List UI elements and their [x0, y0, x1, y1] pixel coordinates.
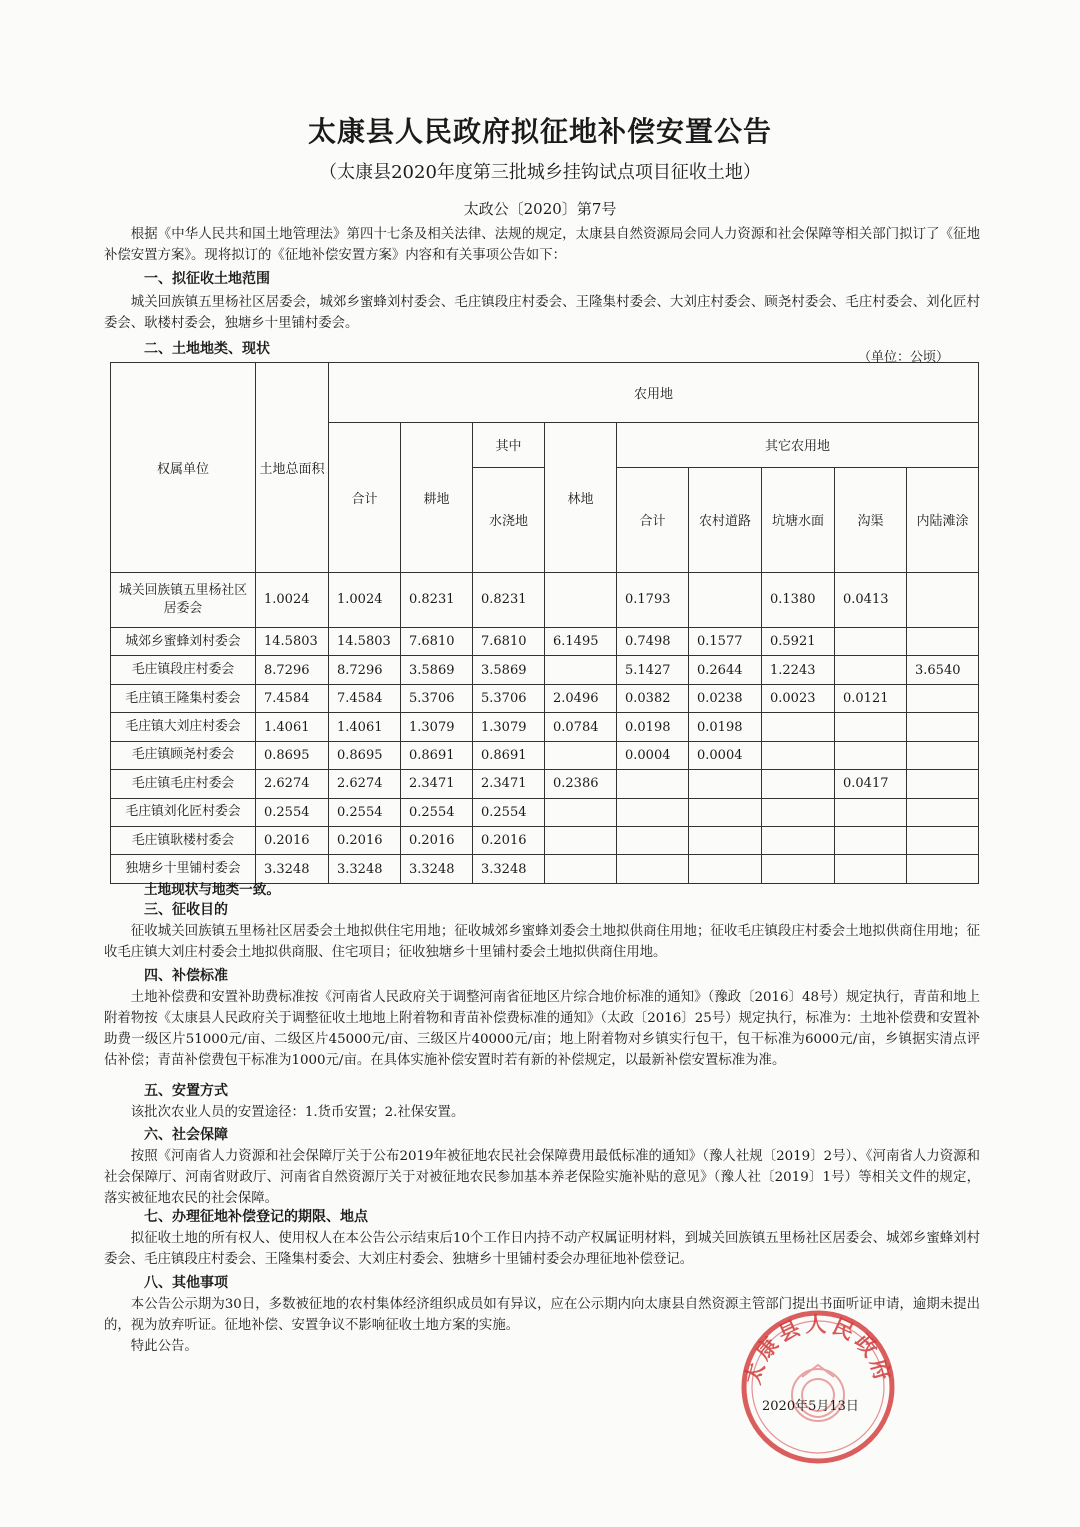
cell-beach: [907, 627, 979, 655]
cell-other-subtotal: 5.1427: [617, 656, 689, 684]
cell-arable: 3.3248: [401, 855, 473, 884]
closing-text: 特此公告。: [130, 1339, 198, 1354]
cell-other-subtotal: 0.1793: [617, 572, 689, 627]
cell-road: 0.0238: [689, 684, 762, 712]
cell-arable: 0.8691: [401, 741, 473, 769]
cell-beach: [907, 770, 979, 798]
header-other-subtotal: 合计: [617, 467, 689, 572]
cell-ditch: [835, 741, 907, 769]
cell-other-subtotal: 0.0198: [617, 713, 689, 741]
header-forest: 林地: [545, 422, 617, 572]
section8-heading: 八、其他事项: [144, 1275, 228, 1291]
unit-note: （单位：公顷）: [858, 350, 950, 365]
header-subtotal: 合计: [329, 422, 401, 572]
cell-arable: 7.6810: [401, 627, 473, 655]
cell-irrigated: 3.3248: [473, 855, 545, 884]
cell-ditch: 0.0417: [835, 770, 907, 798]
cell-subtotal: 1.0024: [329, 572, 401, 627]
cell-other-subtotal: 0.7498: [617, 627, 689, 655]
cell-pond: [762, 741, 835, 769]
cell-arable: 0.2554: [401, 798, 473, 826]
cell-owner: 毛庄镇毛庄村委会: [111, 770, 256, 798]
cell-ditch: 0.0121: [835, 684, 907, 712]
cell-road: 0.2644: [689, 656, 762, 684]
cell-beach: [907, 855, 979, 884]
cell-pond: [762, 855, 835, 884]
header-total-area: 土地总面积: [256, 363, 329, 573]
cell-pond: 0.1380: [762, 572, 835, 627]
cell-pond: [762, 770, 835, 798]
issue-date: 2020年5月13日: [762, 1399, 859, 1414]
section2-heading: 二、土地地类、现状: [144, 341, 270, 357]
cell-pond: [762, 713, 835, 741]
section7-heading: 七、办理征地补偿登记的期限、地点: [144, 1209, 368, 1225]
cell-total: 14.5803: [256, 627, 329, 655]
cell-owner: 毛庄镇大刘庄村委会: [111, 713, 256, 741]
cell-road: [689, 827, 762, 855]
cell-beach: [907, 798, 979, 826]
cell-irrigated: 7.6810: [473, 627, 545, 655]
cell-total: 1.0024: [256, 572, 329, 627]
cell-subtotal: 0.2016: [329, 827, 401, 855]
cell-other-subtotal: [617, 855, 689, 884]
cell-owner: 毛庄镇顾尧村委会: [111, 741, 256, 769]
cell-owner: 毛庄镇王隆集村委会: [111, 684, 256, 712]
section1-body: 城关回族镇五里杨社区居委会，城郊乡蜜蜂刘村委会、毛庄镇段庄村委会、王隆集村委会、大刘庄村委会、顾尧村委会、毛庄村委会、刘化匠村委会、耿楼村委会，独塘乡十里铺村委会。: [104, 295, 980, 331]
section1-heading: 一、拟征收土地范围: [144, 271, 270, 287]
table-row: [111, 572, 979, 627]
seal-text: 太康县人民政府: [740, 1312, 896, 1387]
header-rural-road: 农村道路: [689, 467, 762, 572]
table-row: [111, 656, 979, 684]
cell-ditch: [835, 798, 907, 826]
cell-arable: 5.3706: [401, 684, 473, 712]
cell-beach: [907, 713, 979, 741]
header-pond: 坑塘水面: [762, 467, 835, 572]
cell-owner: 毛庄镇耿楼村委会: [111, 827, 256, 855]
cell-forest: [545, 827, 617, 855]
cell-total: 7.4584: [256, 684, 329, 712]
cell-irrigated: 0.8231: [473, 572, 545, 627]
cell-total: 0.2016: [256, 827, 329, 855]
cell-ditch: [835, 656, 907, 684]
header-of-which: 其中: [473, 422, 545, 467]
cell-total: 3.3248: [256, 855, 329, 884]
cell-beach: [907, 827, 979, 855]
section3-heading: 三、征收目的: [144, 902, 228, 918]
cell-arable: 0.8231: [401, 572, 473, 627]
cell-arable: 2.3471: [401, 770, 473, 798]
header-arable: 耕地: [401, 422, 473, 572]
cell-beach: [907, 684, 979, 712]
cell-irrigated: 0.2554: [473, 798, 545, 826]
cell-total: 1.4061: [256, 713, 329, 741]
cell-irrigated: 0.8691: [473, 741, 545, 769]
header-irrigated: 水浇地: [473, 467, 545, 572]
cell-owner: 独塘乡十里铺村委会: [111, 855, 256, 884]
cell-subtotal: 3.3248: [329, 855, 401, 884]
cell-other-subtotal: 0.0004: [617, 741, 689, 769]
cell-irrigated: 3.5869: [473, 656, 545, 684]
cell-subtotal: 1.4061: [329, 713, 401, 741]
svg-text:太康县人民政府: [740, 1312, 895, 1387]
cell-road: 0.0004: [689, 741, 762, 769]
cell-total: 8.7296: [256, 656, 329, 684]
cell-owner: 城关回族镇五里杨社区居委会: [111, 572, 256, 627]
cell-other-subtotal: [617, 827, 689, 855]
cell-ditch: [835, 827, 907, 855]
cell-ditch: 0.0413: [835, 572, 907, 627]
cell-total: 2.6274: [256, 770, 329, 798]
cell-forest: 2.0496: [545, 684, 617, 712]
table-row: [111, 741, 979, 769]
cell-arable: 0.2016: [401, 827, 473, 855]
cell-road: [689, 770, 762, 798]
cell-subtotal: 7.4584: [329, 684, 401, 712]
cell-other-subtotal: [617, 798, 689, 826]
intro-paragraph: 根据《中华人民共和国土地管理法》第四十七条及相关法律、法规的规定，太康县自然资源局会同人力资源和社会保障等相关部门拟订了《征地补偿安置方案》。现将拟订的《征地补偿安置方案》内容和有关事项公告如下：: [104, 227, 980, 263]
section5-heading: 五、安置方式: [144, 1083, 228, 1099]
cell-irrigated: 0.2016: [473, 827, 545, 855]
cell-ditch: [835, 855, 907, 884]
cell-other-subtotal: [617, 770, 689, 798]
page-title: 太康县人民政府拟征地补偿安置公告: [307, 115, 772, 148]
cell-forest: [545, 741, 617, 769]
cell-total: 0.8695: [256, 741, 329, 769]
header-other-farmland: 其它农用地: [617, 422, 979, 467]
cell-owner: 城郊乡蜜蜂刘村委会: [111, 627, 256, 655]
cell-ditch: [835, 713, 907, 741]
header-owner: 权属单位: [111, 363, 256, 573]
cell-road: [689, 572, 762, 627]
table-row: [111, 684, 979, 712]
header-ditch: 沟渠: [835, 467, 907, 572]
table-row: [111, 827, 979, 855]
document-number: 太政公〔2020〕第7号: [463, 200, 617, 218]
cell-subtotal: 0.2554: [329, 798, 401, 826]
section4-body: 土地补偿费和安置补助费标准按《河南省人民政府关于调整河南省征地区片综合地价标准的通知》（豫政〔2016〕48号）规定执行，青苗和地上附着物按《太康县人民政府关于调整征收土地地上附着物和青苗补偿费标准的通知》（太政〔2016〕25号）规定执行，标准为：土地补偿费和安置补助费一级区片51000元/亩、二级区片45000元/亩、三级区片40000元/亩；地上附着物对乡镇实行包干，包干标准为6000元/亩，乡镇据实清点评估补偿；青苗补偿费包干标准为1000元/亩。在具体实施补偿安置时若有新的补偿规定，以最新补偿安置标准为准。: [104, 990, 980, 1068]
cell-irrigated: 5.3706: [473, 684, 545, 712]
cell-road: 0.0198: [689, 713, 762, 741]
cell-forest: 0.0784: [545, 713, 617, 741]
cell-road: 0.1577: [689, 627, 762, 655]
cell-subtotal: 8.7296: [329, 656, 401, 684]
cell-road: [689, 798, 762, 826]
cell-pond: 0.0023: [762, 684, 835, 712]
section7-body: 拟征收土地的所有权人、使用权人在本公告公示结束后10个工作日内持不动产权属证明材料，到城关回族镇五里杨社区居委会、城郊乡蜜蜂刘村委会、毛庄镇段庄村委会、王隆集村委会、大刘庄村委会、独塘乡十里铺村委会办理征地补偿登记。: [104, 1231, 980, 1267]
cell-pond: [762, 827, 835, 855]
cell-other-subtotal: 0.0382: [617, 684, 689, 712]
cell-forest: [545, 855, 617, 884]
table-row: [111, 798, 979, 826]
cell-arable: 3.5869: [401, 656, 473, 684]
cell-owner: 毛庄镇段庄村委会: [111, 656, 256, 684]
cell-pond: [762, 798, 835, 826]
cell-road: [689, 855, 762, 884]
cell-beach: 3.6540: [907, 656, 979, 684]
cell-pond: 1.2243: [762, 656, 835, 684]
cell-forest: [545, 798, 617, 826]
cell-forest: 0.2386: [545, 770, 617, 798]
table-body: [111, 572, 979, 883]
cell-subtotal: 14.5803: [329, 627, 401, 655]
cell-arable: 1.3079: [401, 713, 473, 741]
section8-body: 本公告公示期为30日，多数被征地的农村集体经济组织成员如有异议，应在公示期内向太康县自然资源主管部门提出书面听证申请，逾期未提出的，视为放弃听证。征地补偿、安置争议不影响征收土地方案的实施。: [104, 1297, 980, 1333]
cell-irrigated: 2.3471: [473, 770, 545, 798]
cell-total: 0.2554: [256, 798, 329, 826]
section5-body: 该批次农业人员的安置途径：1.货币安置；2.社保安置。: [130, 1105, 465, 1120]
cell-owner: 毛庄镇刘化匠村委会: [111, 798, 256, 826]
cell-beach: [907, 741, 979, 769]
table-row: [111, 713, 979, 741]
cell-irrigated: 1.3079: [473, 713, 545, 741]
table-row: [111, 770, 979, 798]
cell-subtotal: 2.6274: [329, 770, 401, 798]
section4-heading: 四、补偿标准: [144, 968, 228, 984]
table-row: [111, 627, 979, 655]
government-seal-icon: [738, 1307, 898, 1467]
cell-ditch: [835, 627, 907, 655]
header-inland-beach: 内陆滩涂: [907, 467, 979, 572]
land-table: [110, 362, 979, 884]
cell-beach: [907, 572, 979, 627]
cell-pond: 0.5921: [762, 627, 835, 655]
cell-forest: 6.1495: [545, 627, 617, 655]
section3-body: 征收城关回族镇五里杨社区居委会土地拟供住宅用地；征收城郊乡蜜蜂刘委会土地拟供商住用地；征收毛庄镇段庄村委会土地拟供商住用地；征收毛庄镇大刘庄村委会土地拟供商服、住宅项目；征收独塘乡十里铺村委会土地拟供商住用地。: [104, 924, 980, 960]
section6-body: 按照《河南省人力资源和社会保障厅关于公布2019年被征地农民社会保障费用最低标准的通知》（豫人社规〔2019〕2号）、《河南省人力资源和社会保障厅、河南省财政厅、河南省自然资源厅关于对被征地农民参加基本养老保险实施补贴的意见》（豫人社〔2019〕1号）等相关文件的规定，落实被征地农民的社会保障。: [104, 1149, 980, 1206]
land-status-note: 土地现状与地类一致。: [144, 882, 280, 898]
page-subtitle: （太康县2020年度第三批城乡挂钩试点项目征收土地）: [319, 162, 761, 183]
cell-forest: [545, 656, 617, 684]
cell-forest: [545, 572, 617, 627]
section6-heading: 六、社会保障: [144, 1127, 228, 1143]
header-farmland: 农用地: [329, 363, 979, 423]
cell-subtotal: 0.8695: [329, 741, 401, 769]
